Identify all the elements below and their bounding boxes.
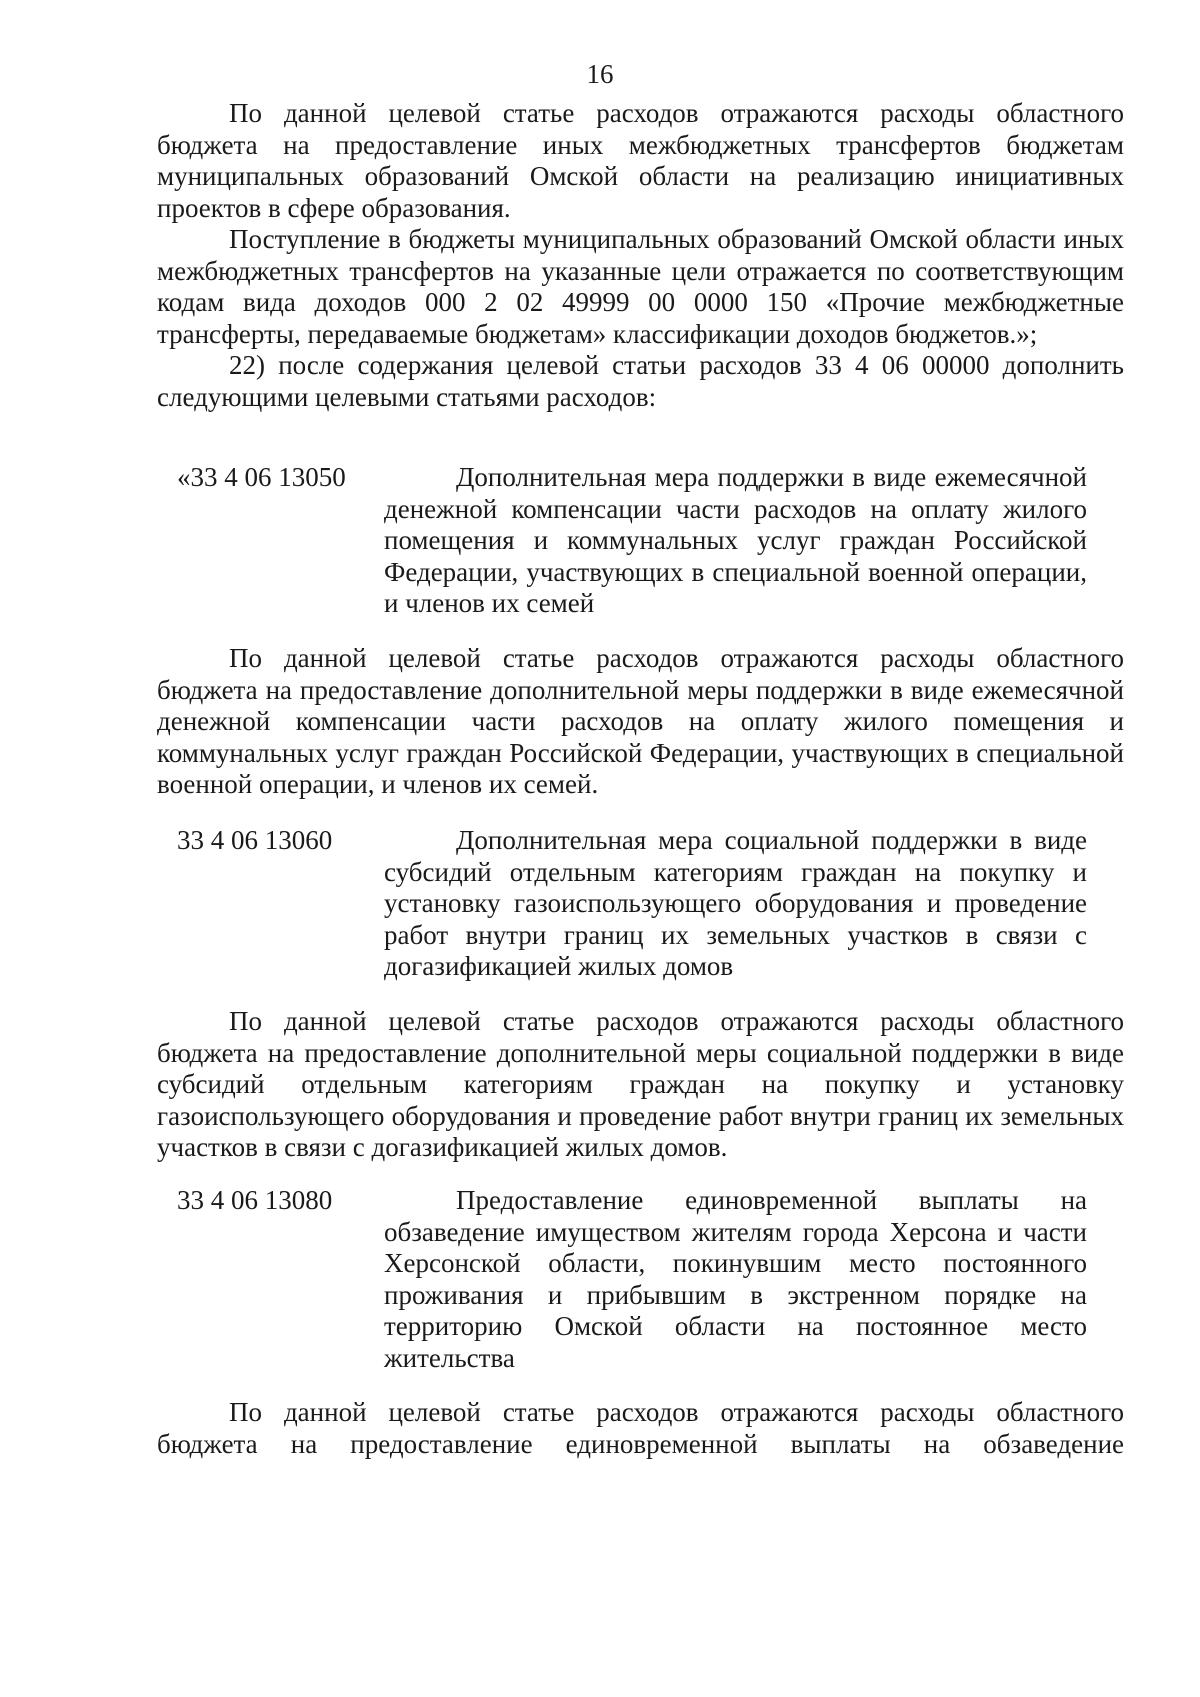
intro-block xyxy=(157,98,1124,413)
entry-code: 33 4 06 13080 xyxy=(177,1185,333,1215)
paragraph-explanation: По данной целевой статье расходов отражаются расходы областного бюджета на предоставление дополнительной меры социальной поддержки в виде субсидий отдельным категориям граждан на покупку и установку газоиспользующего оборудования и проведение работ внутри границ их земельных участков в связи с догазификацией жилых домов. xyxy=(157,1006,1124,1162)
paragraph-explanation: По данной целевой статье расходов отражаются расходы областного бюджета на предоставление единовременной выплаты на обзаведение xyxy=(157,1397,1124,1459)
entry-explanation-13060 xyxy=(157,1006,1124,1164)
entry-description: Предоставление единовременной выплаты на обзаведение имуществом жителям города Херсона и части Херсонской области, покинувшим место постоянного проживания и прибывшим в экстренном порядке на территорию Омской области на постоянное место жительства xyxy=(384,1185,1087,1373)
paragraph-intro-2: Поступление в бюджеты муниципальных образований Омской области иных межбюджетных трансфертов на указанные цели отражается по соответствующим кодам вида доходов 000 2 02 49999 00 0000 150 «Прочие межбюджетные трансферты, передаваемые бюджетам» классификации доходов бюджетов.»; xyxy=(157,224,1124,349)
entry-code: 33 4 06 13060 xyxy=(177,825,333,855)
entry-code: «33 4 06 13050 xyxy=(177,462,346,492)
entry-description: Дополнительная мера поддержки в виде ежемесячной денежной компенсации части расходов на оплату жилого помещения и коммунальных услуг граждан Российской Федерации, участвующих в специальной военной операции, и членов их семей xyxy=(384,462,1087,618)
paragraph-intro-3: 22) после содержания целевой статьи расходов 33 4 06 00000 дополнить следующими целевыми статьями расходов: xyxy=(157,350,1124,412)
entry-explanation-13080 xyxy=(157,1397,1124,1460)
paragraph-explanation: По данной целевой статье расходов отражаются расходы областного бюджета на предоставление дополнительной меры поддержки в виде ежемесячной денежной компенсации части расходов на оплату жилого помещения и коммунальных услуг граждан Российской Федерации, участвующих в специальной военной операции, и членов их семей. xyxy=(157,643,1124,799)
entry-description: Дополнительная мера социальной поддержки в виде субсидий отдельным категориям граждан на покупку и установку газоиспользующего оборудования и проведение работ внутри границ их земельных участков в связи с догазификацией жилых домов xyxy=(384,825,1087,981)
paragraph-intro-1: По данной целевой статье расходов отражаются расходы областного бюджета на предоставление иных межбюджетных трансфертов бюджетам муниципальных образований Омской области на реализацию инициативных проектов в сфере образования. xyxy=(157,98,1124,223)
entry-explanation-13050 xyxy=(157,643,1124,801)
page-number: 16 xyxy=(586,59,614,89)
